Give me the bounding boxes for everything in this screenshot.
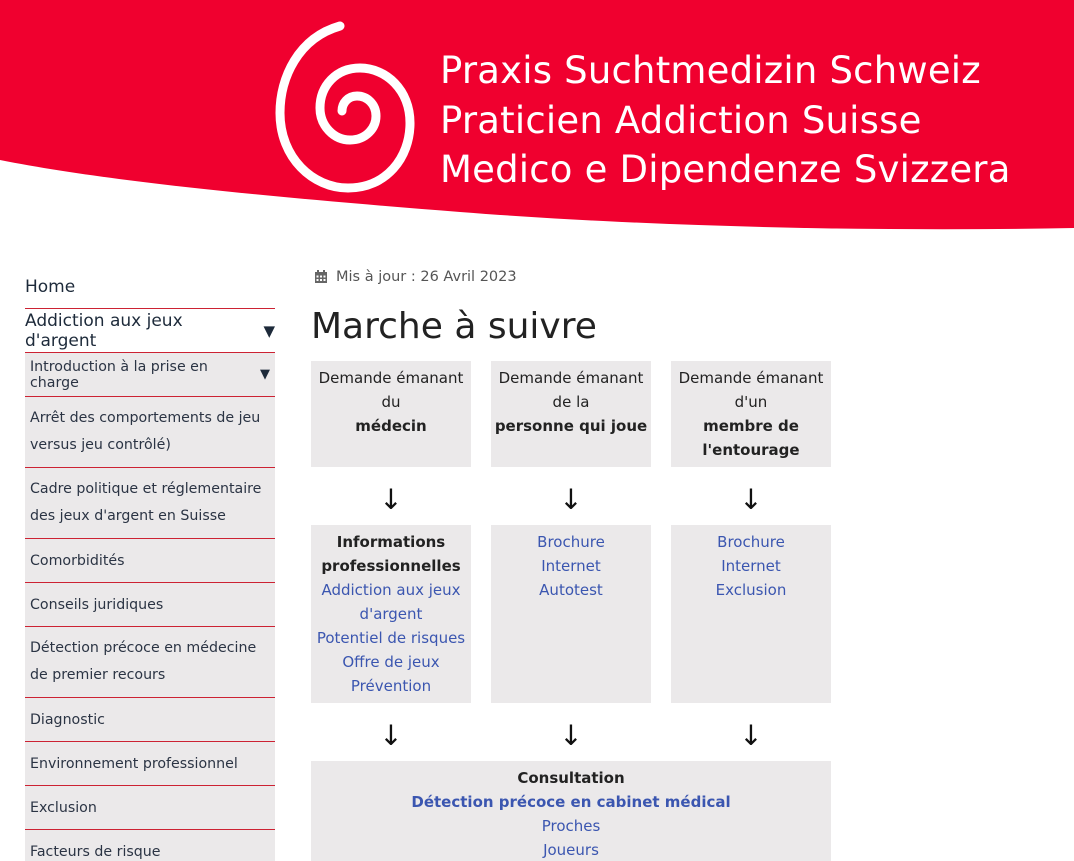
box-text: Demande émanant	[498, 369, 644, 387]
box-text-bold: médecin	[355, 417, 427, 435]
caret-down-icon: ▼	[263, 321, 275, 340]
site-header	[0, 0, 1074, 235]
brand-line-it: Medico e Dipendenze Svizzera	[440, 148, 1011, 191]
box-text: de la	[552, 393, 590, 411]
nav-submenu	[25, 353, 275, 861]
box-text: Demande émanant	[318, 369, 464, 387]
arrow-down-icon: ↓	[379, 719, 403, 752]
sidebar-item-conseils[interactable]	[25, 583, 275, 627]
calendar-icon	[314, 270, 328, 284]
link-addiction[interactable]: d'argent	[359, 605, 423, 623]
box-text: d'un	[734, 393, 768, 411]
link-autotest[interactable]: Autotest	[539, 581, 603, 599]
box-heading: Informations	[336, 533, 446, 551]
flow-box-player	[491, 361, 651, 467]
sidebar-item-cadre[interactable]	[25, 468, 275, 539]
sidebar-item-arret[interactable]	[25, 397, 275, 468]
sidebar-item-detection[interactable]	[25, 627, 275, 698]
sidebar-nav	[25, 265, 275, 861]
sidebar-item-introduction[interactable]	[25, 353, 275, 397]
spiral-logo-icon[interactable]	[268, 18, 418, 198]
nav-section-gambling[interactable]	[25, 309, 275, 353]
link-proches[interactable]: Proches	[541, 817, 601, 835]
sidebar-item-environnement[interactable]	[25, 742, 275, 786]
box-text: du	[381, 393, 401, 411]
sidebar-item-label: Exclusion	[30, 799, 97, 816]
sidebar-item-diagnostic[interactable]	[25, 698, 275, 742]
flow-box-player-resources	[491, 525, 651, 703]
box-heading: Consultation	[517, 769, 625, 787]
box-text: Demande émanant	[678, 369, 824, 387]
sidebar-item-label: Détection précoce en médecine de premier recours	[30, 640, 257, 683]
flow-box-info-pro	[311, 525, 471, 703]
brand-line-fr: Praticien Addiction Suisse	[440, 98, 922, 142]
page-title: Marche à suivre	[311, 306, 597, 347]
flow-box-consultation	[311, 761, 831, 861]
link-brochure[interactable]: Brochure	[537, 533, 605, 551]
arrow-down-icon: ↓	[559, 719, 583, 752]
updated-text: Mis à jour : 26 Avril 2023	[336, 269, 517, 285]
sidebar-item-label: Conseils juridiques	[30, 596, 164, 613]
link-offre-jeux[interactable]: Offre de jeux	[342, 653, 440, 671]
sidebar-item-label: Comorbidités	[30, 552, 125, 569]
box-text-bold: membre de	[703, 417, 799, 435]
link-internet[interactable]: Internet	[541, 557, 601, 575]
flow-box-doctor	[311, 361, 471, 467]
box-text-bold: personne qui joue	[494, 417, 648, 435]
link-risques[interactable]: Potentiel de risques	[316, 629, 466, 647]
flow-box-entourage	[671, 361, 831, 467]
arrow-down-icon: ↓	[559, 483, 583, 516]
sidebar-item-exclusion[interactable]	[25, 786, 275, 830]
sidebar-item-label: Diagnostic	[30, 711, 105, 728]
main-content	[311, 262, 831, 859]
sidebar-item-label: Arrêt des comportements de jeu versus jeu contrôlé)	[30, 410, 261, 453]
arrow-down-icon: ↓	[379, 483, 403, 516]
link-detection-precoce[interactable]: Détection précoce en cabinet médical	[411, 793, 731, 811]
sidebar-item-comorbidites[interactable]	[25, 539, 275, 583]
brand-name[interactable]	[440, 46, 1011, 195]
sidebar-item-label: Introduction à la prise en charge	[30, 358, 208, 391]
arrow-down-icon: ↓	[739, 719, 763, 752]
arrow-down-icon: ↓	[739, 483, 763, 516]
nav-home-label: Home	[25, 276, 76, 297]
caret-down-icon: ▼	[260, 367, 270, 382]
nav-home[interactable]	[25, 265, 275, 309]
link-brochure[interactable]: Brochure	[717, 533, 785, 551]
link-addiction[interactable]: Addiction aux jeux	[321, 581, 461, 599]
brand-line-de: Praxis Suchtmedizin Schweiz	[440, 49, 981, 92]
nav-section-label: Addiction aux jeux d'argent	[25, 310, 183, 351]
sidebar-item-facteurs[interactable]	[25, 830, 275, 861]
link-joueurs[interactable]: Joueurs	[543, 841, 599, 859]
sidebar-item-label: Cadre politique et réglementaire des jeux d'argent en Suisse	[30, 481, 262, 524]
sidebar-item-label: Facteurs de risque	[30, 844, 161, 860]
box-text-bold: l'entourage	[702, 441, 800, 459]
link-internet[interactable]: Internet	[721, 557, 781, 575]
updated-date	[311, 262, 831, 292]
link-exclusion[interactable]: Exclusion	[715, 581, 787, 599]
link-prevention[interactable]: Prévention	[350, 677, 432, 695]
sidebar-item-label: Environnement professionnel	[30, 755, 238, 772]
box-heading: professionnelles	[321, 557, 461, 575]
flow-box-entourage-resources	[671, 525, 831, 703]
